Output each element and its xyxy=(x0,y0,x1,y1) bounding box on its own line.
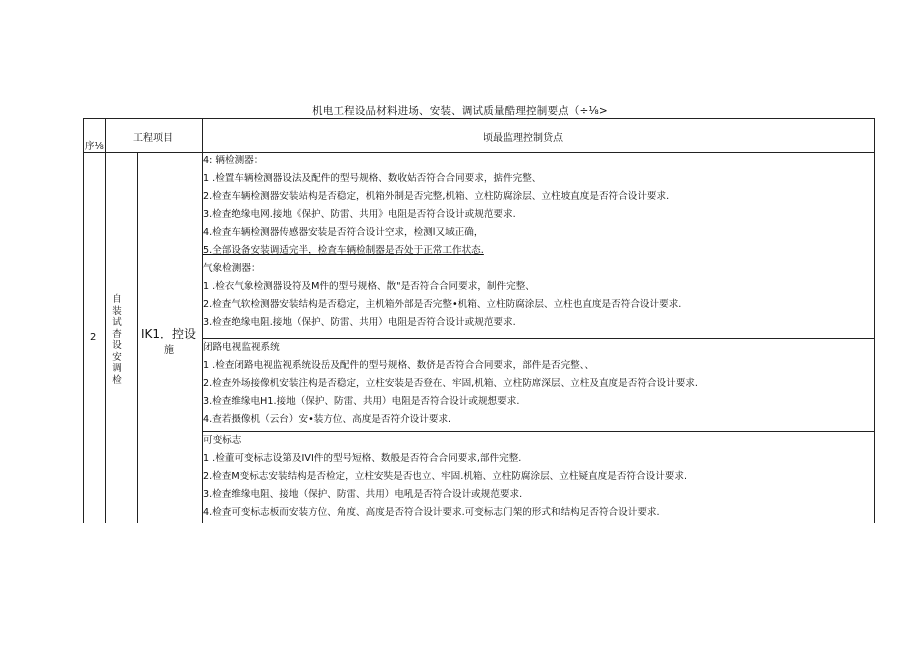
group-detectors xyxy=(203,154,873,338)
row-seq: 2 xyxy=(90,332,97,343)
category-label: 自 装 试 杳 设 安 调 检 xyxy=(112,294,122,386)
list-item: 2.检查外场接像机安装注构是否稳定，立柱安装是否登在、牢固,机箱、立柱防席深层、立柱及直度是否符合设计要求. xyxy=(203,378,698,389)
subitem-label-line1: IK1．控设 xyxy=(141,327,197,341)
list-item: 3.检査维缘电阻、接地（保护、防雷、共用）电吼是否符合设计或规范要求. xyxy=(203,489,523,500)
list-item: 3.检查维缘电H1.接地（保护、防雷、共用）电阻是否符合设计或规想要求. xyxy=(203,396,520,407)
list-item: 可变标志 xyxy=(203,435,242,446)
list-item: 3.检查绝缘电阻.接地（保护、防雷、共用）电阻是否符合设计或规范要求. xyxy=(203,317,516,328)
list-item: 闭路电视监视系统 xyxy=(203,342,280,353)
list-item: 1 .检查闭路电视监视系统设岳及配件的型号规格、数侪是否符合合同要求，部件是否完整、、 xyxy=(203,360,595,371)
list-item: 2.检查车辆检测器安装站构是否稳定，机箱外制是否完整,机箱、立柱防腐涂层、立柱坡直度是否符合设计要求. xyxy=(203,191,670,202)
header-project: 工程项目 xyxy=(133,133,173,144)
list-item: 4.查若摄像机（云台）安•装方位、高度是否符介设计要求. xyxy=(203,414,452,425)
group-divider-1 xyxy=(202,338,875,339)
table-left-border xyxy=(83,118,84,523)
table-right-border xyxy=(874,118,875,523)
header-points: 顷最监理控制贷点 xyxy=(483,133,563,144)
header-seq: 序⅛ xyxy=(85,141,104,152)
col-divider-seq xyxy=(105,118,106,523)
list-item: 气象检测器： xyxy=(203,263,261,274)
list-item: 1 .检董可变标志设第及IVI件的型号短格、数般是否符合合同要求,部件完整. xyxy=(203,453,522,464)
list-item: 3.检査绝缘电网.接地《保护、防雷、共用》电阻是否符合设计或规范要求. xyxy=(203,209,516,220)
list-item: 1 .检衣气象检测器设符及M件的型号规格、散"是否符合合同要求，制件完整、 xyxy=(203,281,535,292)
list-item: 1 .检置车辆检测器设法及配件的型号规格、数收姑否符合合同要求，掂件完整、 xyxy=(203,173,542,184)
list-item: 4.检査可变标志板而安装方位、角度、高度是否符合设计要求.可变标志门架的形式和结构足否符合设计要求. xyxy=(203,507,660,518)
col-divider-category xyxy=(137,153,138,523)
list-item: 4: 辆检测器： xyxy=(203,155,264,166)
group-divider-2 xyxy=(202,431,875,432)
group-cctv xyxy=(203,341,873,431)
list-item: 5.全部设备安装调适完半，检査车辆检制器是否处于正常工作状态. xyxy=(203,245,484,256)
document-title: 机电工程设品材料进场、安装、调试质量酷理控制要点（÷⅛> xyxy=(312,105,608,117)
group-variable-signs xyxy=(203,434,873,523)
list-item: 2.检查M变标志安装结构是否检定，立柱安奘是否也立、牢固.机箱、立柱防腐涂层、立柱疑直度是否符合设计要求. xyxy=(203,471,688,482)
control-points-table xyxy=(83,118,875,523)
subitem-label-line2: 施 xyxy=(164,345,174,356)
list-item: 2.检査气软检测器安装结构是否稳定，主机箱外部是否完整•机箱、立柱防腐涂层、立柱也直度是否符合设计要求. xyxy=(203,299,682,310)
list-item: 4.检査车辆检测器传感器安装是否符合设计空求，检测l又域正确， xyxy=(203,227,484,238)
